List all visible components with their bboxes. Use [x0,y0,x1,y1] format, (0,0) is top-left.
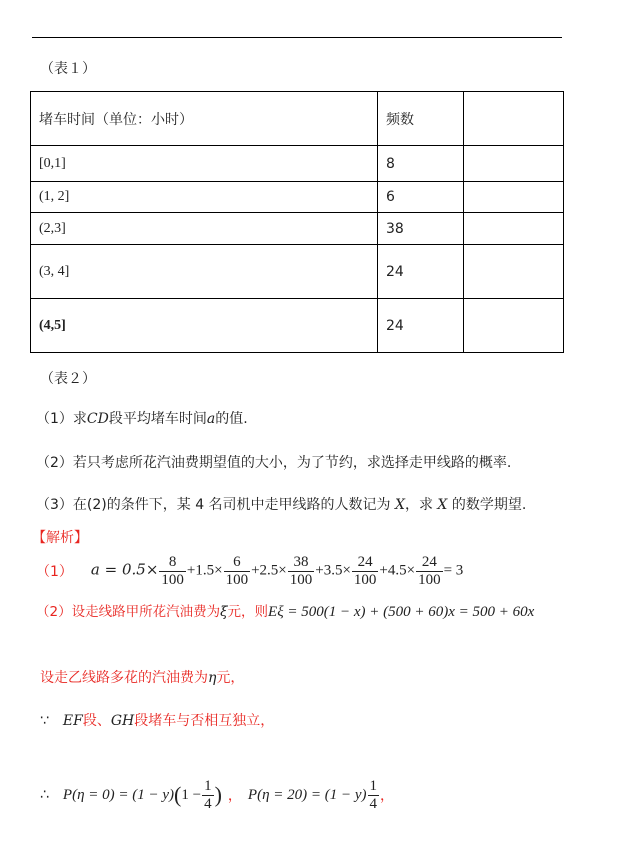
header-cell-empty [464,92,564,146]
question-3: （3）在(2)的条件下，某 4 名司机中走甲线路的人数记为 X，求 X 的数学期望. [36,497,527,513]
interval-cell: (3, 4] [31,245,378,299]
table-row [31,245,564,299]
solution-1: （1） a = 0.5× $\frac{8}{100}$ +1.5× $\frac{6}{100}$ +2.5× $\frac{38}{100}$ +3.5× $\frac{24}{100}$ +4.5× $\frac{24}{100}$ = 3 [36,554,464,588]
table-header-row [31,92,564,146]
freq-cell: 24 [378,299,464,353]
table2-caption: （表２） [40,371,96,387]
empty-cell [464,182,564,213]
empty-cell [464,146,564,182]
interval-cell: (1, 2] [31,182,378,213]
empty-cell [464,299,564,353]
freq-cell: 38 [378,213,464,245]
table-row [31,146,564,182]
header-cell-time: 堵车时间（单位：小时） [31,92,378,146]
therefore-line: ∴ P(η = 0) = (1 − y) ( 1 − $\frac{1}{4}$ ) ， P(η = 20) = (1 − y) $\frac{1}{4}$ ， [40,778,395,812]
empty-cell [464,213,564,245]
because-line: ∵ EF段、GH段堵车与否相互独立， [40,713,275,729]
table1-caption: （表１） [40,61,96,77]
freq-cell: 6 [378,182,464,213]
freq-cell: 8 [378,146,464,182]
solution-2: （2）设走线路甲所花汽油费为ξ元，则Eξ = 500(1 − x) + (500 + 60)x = 500 + 60x [36,604,535,620]
freq-cell: 24 [378,245,464,299]
table-row [31,213,564,245]
interval-cell: (4,5] [31,299,378,353]
table-row [31,299,564,353]
question-1: （1）求CD段平均堵车时间a的值. [36,411,248,427]
question-2: （2）若只考虑所花汽油费期望值的大小，为了节约，求选择走甲线路的概率. [36,455,512,471]
table-row [31,182,564,213]
interval-cell: (2,3] [31,213,378,245]
top-rule [32,37,562,38]
frequency-table [30,91,564,353]
sol1-equation: a = 0.5× $\frac{8}{100}$ +1.5× $\frac{6}{100}$ +2.5× $\frac{38}{100}$ +3.5× $\frac{24}{100}$ +4.5× $\frac{24}{100}$ = 3 [90,554,464,588]
solution-heading: 【解析】 [32,530,88,546]
header-cell-freq: 频数 [378,92,464,146]
empty-cell [464,245,564,299]
interval-cell: [0,1] [31,146,378,182]
eta-definition: 设走乙线路多花的汽油费为η元， [40,670,245,686]
